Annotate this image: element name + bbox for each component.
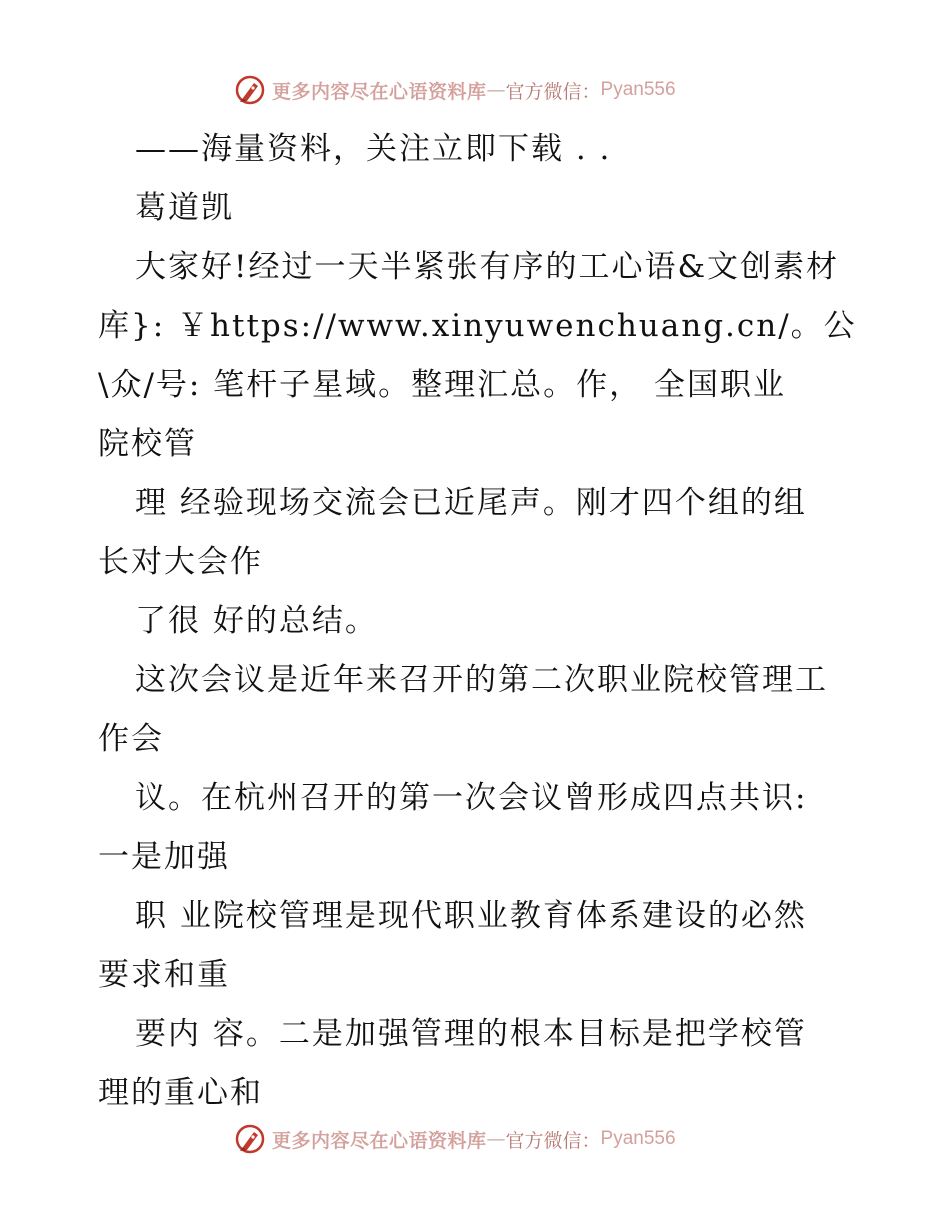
- banner-separator: ：: [581, 1129, 601, 1152]
- text-line: 职 业院校管理是现代职业教育体系建设的必然: [135, 898, 807, 934]
- banner-separator: ：: [581, 80, 601, 103]
- text-line: 理 经验现场交流会已近尾声。刚才四个组的组: [135, 485, 807, 521]
- banner-wechat-label: 官方微信: [505, 80, 582, 103]
- text-line: 长对大会作: [98, 544, 263, 580]
- banner-dash: —: [486, 1128, 506, 1150]
- text-line: 作会: [98, 721, 164, 757]
- footer-banner: [234, 1122, 714, 1156]
- banner-wechat-id: Pyan556: [600, 1128, 676, 1149]
- text-line: 要内 容。二是加强管理的根本目标是把学校管: [135, 1016, 807, 1052]
- text-line: 理的重心和: [98, 1075, 263, 1111]
- banner-brand: 更多内容尽在心语资料库: [272, 1129, 487, 1152]
- text-line: 一是加强: [98, 839, 230, 875]
- text-line: 大家好!经过一天半紧张有序的工心语&文创素材: [135, 249, 840, 285]
- pen-nib-logo-icon: [234, 74, 266, 106]
- document-body: [98, 130, 858, 1133]
- header-banner: [234, 73, 714, 107]
- text-line: ——海量资料，关注立即下载 . .: [135, 131, 612, 167]
- text-line: 要求和重: [98, 957, 230, 993]
- banner-wechat-id: Pyan556: [600, 79, 676, 100]
- text-line: 了很 好的总结。: [135, 603, 378, 639]
- banner-dash: —: [486, 79, 506, 101]
- banner-brand: 更多内容尽在心语资料库: [272, 80, 487, 103]
- banner-wechat-label: 官方微信: [505, 1129, 582, 1152]
- text-line: \众/号: 笔杆子星域。整理汇总。作， 全国职业: [98, 367, 787, 403]
- text-line: 葛道凯: [135, 190, 234, 226]
- text-line: 议。在杭州召开的第一次会议曾形成四点共识:: [135, 780, 808, 816]
- text-line: 院校管: [98, 426, 197, 462]
- pen-nib-logo-icon: [234, 1123, 266, 1155]
- text-line: 库}: ￥https://www.xinyuwenchuang.cn/。公: [98, 308, 857, 344]
- text-line: 这次会议是近年来召开的第二次职业院校管理工: [135, 662, 828, 698]
